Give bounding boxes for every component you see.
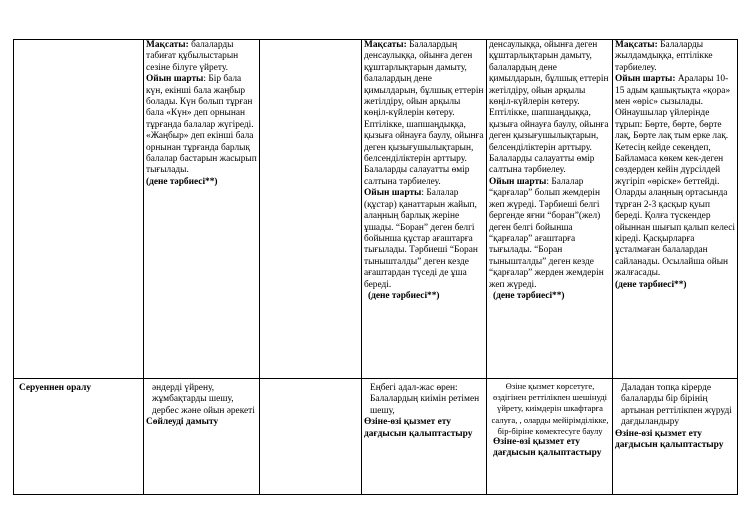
return-cell-footer: Сөйлеуді дамыту — [146, 417, 219, 428]
game-rule-text: : Бір бала күн, екінші бала жаңбыр болады. Күн болып тұрған бала «Күн» деп орнынан тұрғанда балалар жүгіреді. «Жаңбыр» деп екінші бала орнынан тұрғанда барлық балалар бастарын жасырып тығылады. — [146, 74, 257, 176]
subject-note: (дене тәрбиесі**) — [493, 290, 565, 301]
return-cell-1 — [144, 379, 260, 495]
return-cell-2 — [260, 379, 362, 495]
return-cell-text: Даладан топқа кірерде балаларды бір бірінің артынан реттілікпен жүруді дағдыландыру — [621, 383, 732, 428]
walk-cell-4 — [487, 40, 613, 379]
walk-cell-1 — [144, 40, 260, 379]
game-rule-label: Ойын шарты — [364, 188, 422, 199]
walk-cell-3 — [362, 40, 487, 379]
game-rule-label: Ойын шарты — [489, 176, 547, 187]
game-rule-label: Ойын шарты: — [615, 74, 676, 85]
goal-label: Мақсаты: — [615, 40, 658, 50]
game-rule-text: Аралары 10-15 адым қашықтықта «қора» мен «өріс» сызылады. Ойнаушылар үйлерінде тұрып: Бөрте, бөрте, бөрте лақ, Бөрте лақ тым ерке лақ. Кетесің кейде секеңдеп, Байламаса көкем кек-деген сөздерден кейін дүрсілдей жүгіріп «өріске» беттейді. Оларды алаңның ортасында тұрған 2-3 қасқыр қуып береді. Қолға түскендер ойыннан шығып қалып келесі кіреді. Қасқырларға ұсталмаған балалардан сайланады. Осылайша ойын жалғасады. — [615, 74, 736, 279]
return-cell-text: Еңбегі адал-жас өрен: Балалардың киімін ретімен шешу, — [370, 383, 480, 416]
walk-row — [14, 40, 738, 379]
return-cell-3 — [362, 379, 487, 495]
return-row — [14, 379, 738, 495]
subject-note: (дене тәрбиесі**) — [615, 279, 687, 290]
goal-text: Балаларды жылдамдыққа, ептілікке тәрбиелеу. — [615, 40, 713, 73]
game-rule-label: Ойын шарты — [146, 74, 204, 85]
return-cell-text: Өзіне қызмет көрсетуге, өздігінен реттілікпен шешінуді үйрету, киімдерін шкафтарға салуға, , оларды мейірімділікке, бір-біріне көмектесуге баулу — [491, 381, 609, 436]
subject-note: (дене тәрбиесі**) — [368, 290, 440, 301]
return-cell-text: әндерді үйрену, жұмбақтарды шешу, дербес және ойын әрекеті — [152, 383, 255, 416]
walk-row-label-cell — [14, 40, 144, 379]
game-rule-text: : Балалар (құстар) қанаттарын жайып, алаңның барлық жеріне ұшады. “Боран” деген белгі бойынша құстар ағаштарға тығылады. Тәрбиеші “Боран тынышталды” деген кезде ағаштардан түседі де ұша береді. — [364, 188, 478, 290]
goal-text: Балалардың денсаулыққа, ойынға деген құштарлықтарын дамыту, балалардың дене қимылдарын, бұлшық еттерін жетілдіру, ойын арқылы көңіл-күйлерін көтеру. Ептілікке, шапшаңдыққа, қызыға ойнауға баулу, ойынға деген қызығушылықтарын, белсенділіктерін арттыру. Балаларды салауатты өмір салтына тәрбиелеу. — [364, 40, 484, 187]
return-row-label-cell — [14, 379, 144, 495]
goal-label: Мақсаты: — [364, 40, 407, 50]
return-cell-4 — [487, 379, 613, 495]
game-rule-text: : Балалар “қарғалар” болып жемдерін жеп жүреді. Тәрбиеші белгі бергенде яғни “боран”(жел) деген белгі бойынша “қарғалар” ағаштарға тығылады. “Боран тынышталды” деген кезде “қарғалар” жерден жемдерін жеп жүреді. — [489, 176, 604, 290]
goal-text: балаларды табиғат құбылыстарын сезіне білуге үйрету. — [146, 40, 239, 73]
walk-cell-2 — [260, 40, 362, 379]
walk-cell-5 — [613, 40, 738, 379]
goal-label: Мақсаты: — [146, 40, 189, 50]
return-cell-footer: Өзіне-өзі қызмет ету дағдысын қалыптастыру — [615, 428, 724, 451]
return-cell-5 — [613, 379, 738, 495]
daily-plan-table — [13, 39, 738, 495]
return-cell-footer: Өзіне-өзі қызмет ету дағдысын қалыптастыру — [493, 437, 602, 459]
return-row-label: Серуеннен оралу — [19, 383, 92, 393]
subject-note: (дене тәрбиесі**) — [146, 176, 218, 187]
goal-text: денсаулыққа, ойынға деген құштарлықтарын дамыту, балалардың дене қимылдарын, бұлшық еттерін жетілдіру, ойын арқылы көңіл-күйлерін көтеру. Ептілікке, шапшаңдыққа, қызыға ойнауға баулу, ойынға деген қызығушылықтарын, белсенділіктерін арттыру. Балаларды салауатты өмір салтына тәрбиелеу. — [489, 40, 609, 176]
return-cell-footer: Өзіне-өзі қызмет ету дағдысын қалыптастыру — [364, 417, 473, 439]
